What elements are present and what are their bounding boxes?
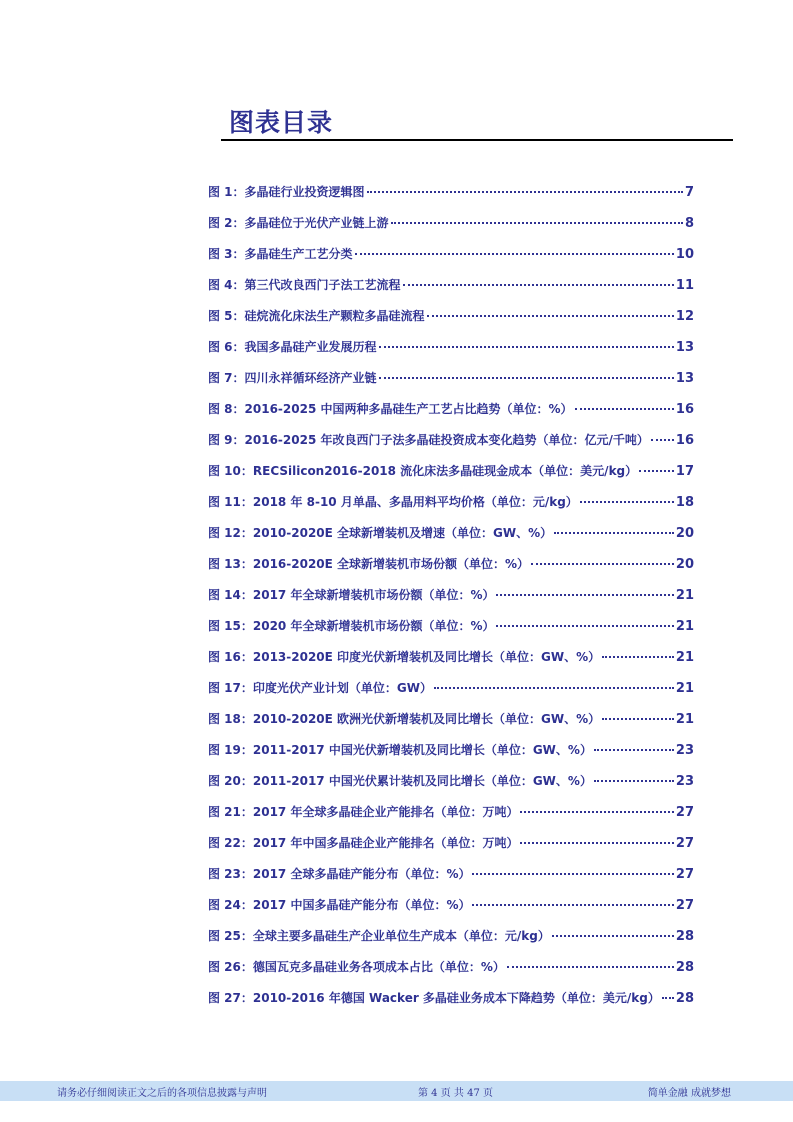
toc-entry[interactable] — [208, 369, 694, 400]
toc-entry-page: 21 — [675, 650, 694, 665]
toc-entry-page: 13 — [675, 340, 694, 355]
toc-dot-leader — [507, 966, 674, 968]
toc-entry-label: 图 21：2017 年全球多晶硅企业产能排名（单位：万吨） — [208, 805, 519, 819]
toc-entry-label: 图 25：全球主要多晶硅生产企业单位生产成本（单位：元/kg） — [208, 929, 550, 943]
toc-entry-label: 图 16：2013-2020E 印度光伏新增装机及同比增长（单位：GW、%） — [208, 650, 601, 664]
figure-toc-list — [208, 183, 694, 1020]
toc-entry-page: 12 — [675, 309, 694, 324]
toc-entry-page: 28 — [675, 960, 694, 975]
toc-entry[interactable] — [208, 307, 694, 338]
toc-entry-page: 8 — [684, 216, 694, 231]
toc-entry-page: 16 — [675, 402, 694, 417]
toc-dot-leader — [602, 656, 674, 658]
toc-entry[interactable] — [208, 958, 694, 989]
toc-entry[interactable] — [208, 989, 694, 1020]
toc-entry-page: 27 — [675, 805, 694, 820]
toc-dot-leader — [472, 904, 673, 906]
toc-entry-page: 27 — [675, 836, 694, 851]
toc-entry[interactable] — [208, 338, 694, 369]
toc-entry[interactable] — [208, 834, 694, 865]
toc-entry[interactable] — [208, 586, 694, 617]
toc-entry-page: 20 — [675, 557, 694, 572]
toc-entry-page: 17 — [675, 464, 694, 479]
toc-entry-label: 图 2：多晶硅位于光伏产业链上游 — [208, 216, 389, 230]
toc-entry-page: 27 — [675, 898, 694, 913]
toc-entry-label: 图 3：多晶硅生产工艺分类 — [208, 247, 353, 261]
toc-entry-page: 21 — [675, 681, 694, 696]
toc-entry[interactable] — [208, 896, 694, 927]
toc-entry-page: 21 — [675, 588, 694, 603]
toc-entry[interactable] — [208, 741, 694, 772]
toc-entry-label: 图 5：硅烷流化床法生产颗粒多晶硅流程 — [208, 309, 425, 323]
toc-entry[interactable] — [208, 493, 694, 524]
toc-dot-leader — [575, 408, 674, 410]
toc-entry-label: 图 10：RECSilicon2016-2018 流化床法多晶硅现金成本（单位：美元/kg） — [208, 464, 638, 478]
footer-slogan: 简单金融 成就梦想 — [647, 1088, 731, 1099]
toc-dot-leader — [496, 625, 673, 627]
toc-entry-page: 16 — [675, 433, 694, 448]
toc-entry[interactable] — [208, 803, 694, 834]
toc-entry-label: 图 19：2011-2017 中国光伏新增装机及同比增长（单位：GW、%） — [208, 743, 592, 757]
toc-dot-leader — [639, 470, 674, 472]
toc-entry[interactable] — [208, 214, 694, 245]
toc-entry[interactable] — [208, 276, 694, 307]
toc-entry-label: 图 14：2017 年全球新增装机市场份额（单位：%） — [208, 588, 495, 602]
toc-dot-leader — [552, 935, 674, 937]
toc-dot-leader — [531, 563, 674, 565]
toc-dot-leader — [651, 439, 674, 441]
toc-entry[interactable] — [208, 648, 694, 679]
toc-dot-leader — [594, 749, 674, 751]
toc-entry-label: 图 11：2018 年 8-10 月单晶、多晶用料平均价格（单位：元/kg） — [208, 495, 578, 509]
toc-dot-leader — [379, 346, 674, 348]
toc-dot-leader — [602, 718, 674, 720]
toc-dot-leader — [520, 811, 673, 813]
toc-entry[interactable] — [208, 400, 694, 431]
toc-entry-page: 27 — [675, 867, 694, 882]
toc-entry-label: 图 8：2016-2025 中国两种多晶硅生产工艺占比趋势（单位：%） — [208, 402, 573, 416]
toc-dot-leader — [496, 594, 673, 596]
toc-entry-page: 13 — [675, 371, 694, 386]
toc-entry-page: 10 — [675, 247, 694, 262]
toc-entry-label: 图 24：2017 中国多晶硅产能分布（单位：%） — [208, 898, 471, 912]
title-divider — [221, 139, 733, 141]
toc-entry[interactable] — [208, 462, 694, 493]
toc-entry-page: 23 — [675, 774, 694, 789]
toc-entry[interactable] — [208, 524, 694, 555]
toc-entry-label: 图 1：多晶硅行业投资逻辑图 — [208, 185, 365, 199]
toc-entry-page: 20 — [675, 526, 694, 541]
toc-dot-leader — [434, 687, 674, 689]
toc-entry-label: 图 6：我国多晶硅产业发展历程 — [208, 340, 377, 354]
toc-entry-label: 图 23：2017 全球多晶硅产能分布（单位：%） — [208, 867, 471, 881]
toc-entry[interactable] — [208, 431, 694, 462]
toc-entry-page: 18 — [675, 495, 694, 510]
toc-entry[interactable] — [208, 245, 694, 276]
toc-dot-leader — [472, 873, 673, 875]
toc-entry-label: 图 20：2011-2017 中国光伏累计装机及同比增长（单位：GW、%） — [208, 774, 592, 788]
toc-dot-leader — [355, 253, 674, 255]
toc-entry-page: 21 — [675, 712, 694, 727]
toc-dot-leader — [391, 222, 683, 224]
toc-entry-page: 28 — [675, 929, 694, 944]
toc-entry-label: 图 22：2017 年中国多晶硅企业产能排名（单位：万吨） — [208, 836, 519, 850]
toc-entry-page: 7 — [684, 185, 694, 200]
toc-entry[interactable] — [208, 183, 694, 214]
footer-disclaimer: 请务必仔细阅读正文之后的各项信息披露与声明 — [57, 1088, 267, 1099]
toc-dot-leader — [379, 377, 674, 379]
toc-entry[interactable] — [208, 927, 694, 958]
toc-entry[interactable] — [208, 865, 694, 896]
toc-dot-leader — [520, 842, 673, 844]
toc-entry-label: 图 12：2010-2020E 全球新增装机及增速（单位：GW、%） — [208, 526, 553, 540]
toc-entry[interactable] — [208, 617, 694, 648]
toc-entry-page: 23 — [675, 743, 694, 758]
toc-dot-leader — [554, 532, 674, 534]
toc-dot-leader — [662, 997, 674, 999]
toc-entry-label: 图 4：第三代改良西门子法工艺流程 — [208, 278, 401, 292]
toc-entry[interactable] — [208, 679, 694, 710]
toc-dot-leader — [367, 191, 683, 193]
toc-entry-label: 图 7：四川永祥循环经济产业链 — [208, 371, 377, 385]
toc-entry-label: 图 26：德国瓦克多晶硅业务各项成本占比（单位：%） — [208, 960, 505, 974]
toc-dot-leader — [594, 780, 674, 782]
toc-entry-page: 21 — [675, 619, 694, 634]
toc-dot-leader — [427, 315, 674, 317]
toc-entry-page: 11 — [675, 278, 694, 293]
toc-entry-label: 图 27：2010-2016 年德国 Wacker 多晶硅业务成本下降趋势（单位：美元/kg） — [208, 991, 660, 1005]
toc-entry-label: 图 15：2020 年全球新增装机市场份额（单位：%） — [208, 619, 495, 633]
page-title: 图表目录 — [229, 108, 334, 137]
toc-entry-label: 图 18：2010-2020E 欧洲光伏新增装机及同比增长（单位：GW、%） — [208, 712, 601, 726]
page-footer — [0, 1081, 793, 1101]
toc-entry-label: 图 13：2016-2020E 全球新增装机市场份额（单位：%） — [208, 557, 530, 571]
toc-entry-label: 图 9：2016-2025 年改良西门子法多晶硅投资成本变化趋势（单位：亿元/千吨） — [208, 433, 649, 447]
toc-entry[interactable] — [208, 710, 694, 741]
toc-entry[interactable] — [208, 555, 694, 586]
toc-entry-label: 图 17：印度光伏产业计划（单位：GW） — [208, 681, 432, 695]
toc-entry[interactable] — [208, 772, 694, 803]
toc-entry-page: 28 — [675, 991, 694, 1006]
toc-dot-leader — [580, 501, 674, 503]
footer-page-info: 第 4 页 共 47 页 — [418, 1088, 493, 1099]
toc-dot-leader — [403, 284, 674, 286]
